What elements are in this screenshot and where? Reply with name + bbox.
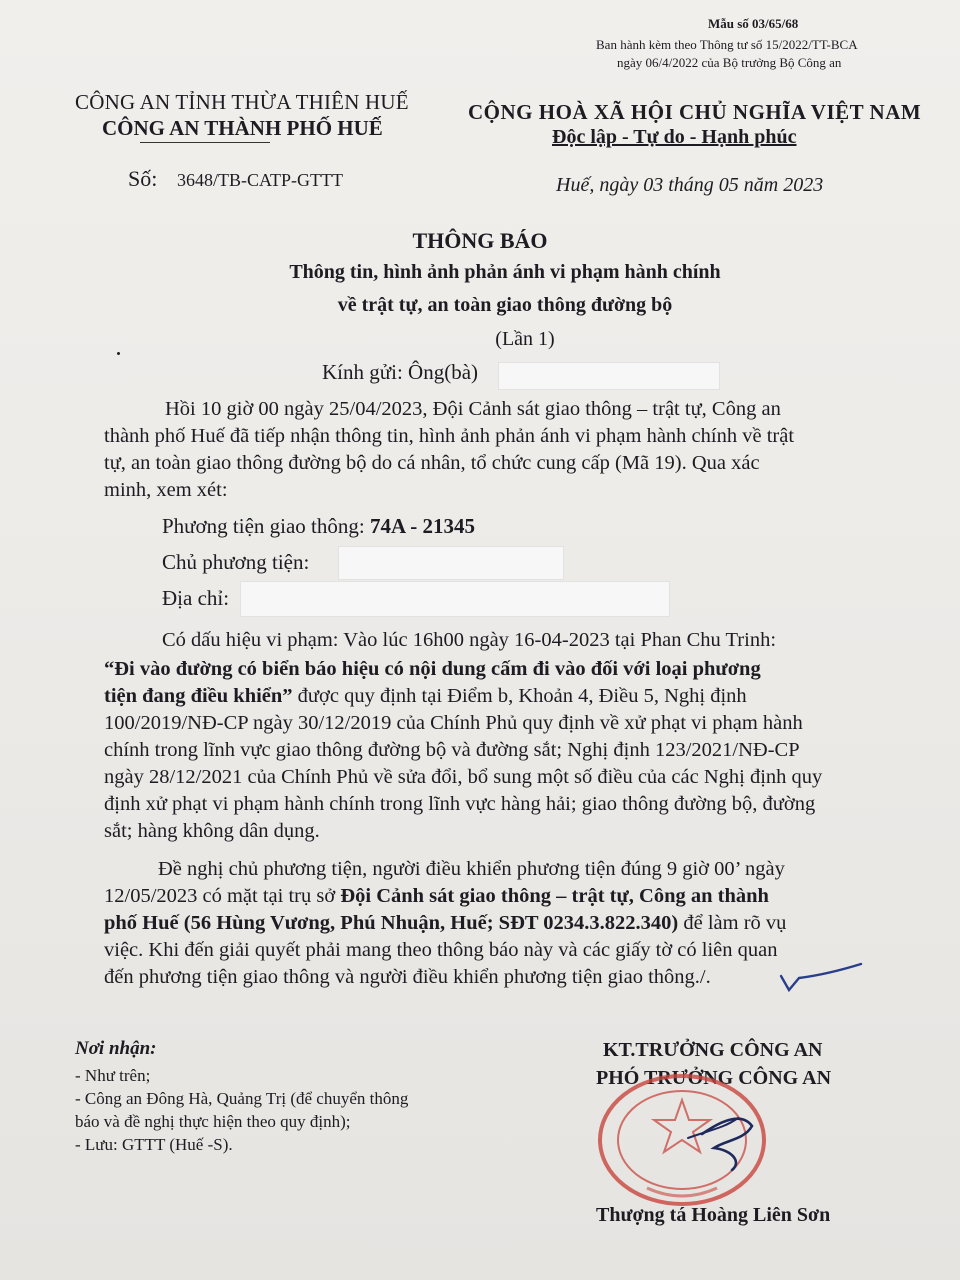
request-line-3 [104, 910, 786, 937]
vehicle-plate-value: 74A - 21345 [369, 514, 475, 538]
ink-speck [117, 352, 120, 355]
intro-line-4: minh, xem xét: [104, 479, 228, 501]
request-line-5: đến phương tiện giao thông và người điều khiển phương tiện giao thông./. [104, 966, 711, 988]
violation-line-3-rest: được quy định tại Điểm b, Khoản 4, Điều 5, Nghị định [292, 685, 747, 707]
document-number-label: Số: [128, 166, 158, 191]
request-line-3-rest: để làm rõ vụ [678, 912, 787, 934]
vehicle-owner-label: Chủ phương tiện: [162, 550, 310, 574]
document-title: THÔNG BÁO [412, 228, 548, 253]
violation-line-5: chính trong lĩnh vực giao thông đường bộ và đường sắt; Nghị định 123/2021/NĐ-CP [104, 739, 800, 761]
addressee-label: Kính gửi: Ông(bà) [322, 360, 479, 384]
recipient-item-2b: báo và đề nghị thực hiện theo quy định); [75, 1112, 351, 1131]
issued-by-line-1: Ban hành kèm theo Thông tư số 15/2022/TT-BCA [596, 37, 858, 52]
signer-name: Thượng tá Hoàng Liên Sơn [596, 1204, 831, 1226]
violation-line-3 [104, 683, 747, 710]
notice-round: (Lần 1) [495, 328, 555, 350]
request-line-1: Đề nghị chủ phương tiện, người điều khiển phương tiện đúng 9 giờ 00’ ngày [158, 858, 785, 880]
parent-organization: CÔNG AN TỈNH THỪA THIÊN HUẾ [75, 90, 409, 114]
issuing-organization: CÔNG AN THÀNH PHỐ HUẾ [102, 116, 383, 140]
organization-underline [140, 142, 270, 143]
recipients-title: Nơi nhận: [75, 1038, 157, 1059]
violation-quote-2: tiện đang điều khiển” [104, 685, 293, 707]
vehicle-plate-row [162, 513, 475, 540]
redacted-addressee [498, 362, 720, 390]
request-line-3-bold: phố Huế (56 Hùng Vương, Phú Nhuận, Huế; SĐT 0234.3.822.340) [104, 912, 679, 934]
recipient-item-1: - Như trên; [75, 1066, 151, 1085]
recipient-item-2a: - Công an Đông Hà, Quảng Trị (để chuyển thông [75, 1089, 409, 1108]
violation-line-8: sắt; hàng không dân dụng. [104, 820, 320, 842]
violation-line-4: 100/2019/NĐ-CP ngày 30/12/2019 của Chính Phủ quy định về xử phạt vi phạm hành [104, 712, 803, 734]
handwritten-checkmark [775, 960, 865, 1005]
redacted-owner [338, 546, 564, 580]
violation-quote-1: “Đi vào đường có biển báo hiệu có nội dung cấm đi vào đối với loại phương [104, 658, 761, 680]
intro-line-1: Hồi 10 giờ 00 ngày 25/04/2023, Đội Cảnh sát giao thông – trật tự, Công an [165, 398, 781, 420]
request-line-2 [104, 883, 769, 910]
intro-line-3: tự, an toàn giao thông đường bộ do cá nhân, tổ chức cung cấp (Mã 19). Qua xác [104, 452, 760, 474]
national-title: CỘNG HOÀ XÃ HỘI CHỦ NGHĨA VIỆT NAM [468, 100, 922, 124]
official-seal-stamp [592, 1070, 772, 1210]
signature-title-2: PHÓ TRƯỞNG CÔNG AN [596, 1067, 832, 1089]
intro-line-2: thành phố Huế đã tiếp nhận thông tin, hình ảnh phản ánh vi phạm hành chính về trật [104, 425, 795, 447]
violation-line-1: Có dấu hiệu vi phạm: Vào lúc 16h00 ngày 16-04-2023 tại Phan Chu Trinh: [162, 629, 777, 651]
redacted-address [240, 581, 670, 617]
request-line-2-pre: 12/05/2023 có mặt tại trụ sở [104, 885, 341, 907]
document-subtitle-1: Thông tin, hình ảnh phản ánh vi phạm hành chính [289, 261, 721, 283]
vehicle-plate-label: Phương tiện giao thông: [162, 514, 365, 538]
place-and-date: Huế, ngày 03 tháng 05 năm 2023 [556, 174, 824, 196]
signature-title-1: KT.TRƯỞNG CÔNG AN [603, 1039, 823, 1061]
form-code: Mẫu số 03/65/68 [708, 16, 799, 31]
issued-by-line-2: ngày 06/4/2022 của Bộ trưởng Bộ Công an [617, 55, 842, 70]
request-line-4: việc. Khi đến giải quyết phải mang theo thông báo này và các giấy tờ có liên quan [104, 939, 778, 961]
request-line-2-bold: Đội Cảnh sát giao thông – trật tự, Công an thành [340, 885, 769, 907]
owner-address-label: Địa chỉ: [162, 586, 230, 610]
document-number: 3648/TB-CATP-GTTT [177, 170, 343, 190]
violation-line-6: ngày 28/12/2021 của Chính Phủ về sửa đổi, bổ sung một số điều của các Nghị định quy [104, 766, 823, 788]
national-motto: Độc lập - Tự do - Hạnh phúc [552, 126, 797, 148]
violation-line-7: định xử phạt vi phạm hành chính trong lĩnh vực hàng hải; giao thông đường bộ, đường [104, 793, 816, 815]
document-subtitle-2: về trật tự, an toàn giao thông đường bộ [337, 294, 673, 316]
recipient-item-3: - Lưu: GTTT (Huế -S). [75, 1135, 233, 1154]
